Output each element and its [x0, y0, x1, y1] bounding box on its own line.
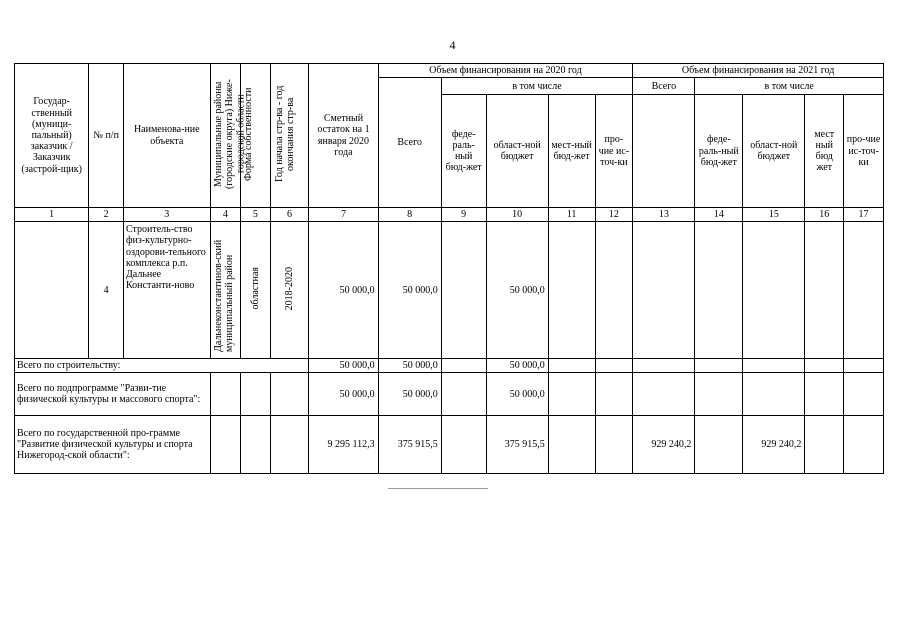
total-2020: 375 915,5 — [378, 416, 441, 474]
column-number: 6 — [270, 208, 309, 222]
total-estimate: 50 000,0 — [309, 373, 378, 416]
row-other-2021 — [844, 222, 884, 359]
total-blank — [210, 416, 241, 474]
column-number: 13 — [633, 208, 695, 222]
header-regional-2020: област-ной бюджет — [486, 95, 548, 208]
header-ownership-text: Форма собственности — [243, 87, 255, 181]
header-federal-2020: феде-раль-ный бюд-жет — [441, 95, 486, 208]
page-number: 4 — [449, 38, 456, 52]
total-other-2021 — [844, 373, 884, 416]
total-label: Всего по государственной про-грамме "Развитие физической культуры и спорта Нижегород-ской области": — [15, 416, 211, 474]
total-regional-2021 — [743, 359, 805, 373]
total-2020: 50 000,0 — [378, 359, 441, 373]
column-number: 17 — [844, 208, 884, 222]
header-total-2020: Всего — [378, 78, 441, 208]
row-regional-2020: 50 000,0 — [486, 222, 548, 359]
total-row — [15, 416, 884, 474]
total-regional-2021: 929 240,2 — [743, 416, 805, 474]
total-local-2021 — [805, 373, 844, 416]
row-other-2020 — [595, 222, 633, 359]
header-federal-2021: феде-раль-ный бюд-жет — [695, 95, 743, 208]
column-number: 12 — [595, 208, 633, 222]
total-label: Всего по строительству: — [15, 359, 309, 373]
header-other-2020: про-чие ис-точ-ки — [595, 95, 633, 208]
row-municipal-text: Дальнеконстантинов-ский муниципальный район — [212, 239, 235, 353]
total-regional-2020: 50 000,0 — [486, 373, 548, 416]
total-regional-2020: 375 915,5 — [486, 416, 548, 474]
header-row-1 — [15, 64, 884, 78]
row-local-2020 — [548, 222, 595, 359]
header-other-2021: про-чие ис-точ-ки — [844, 95, 884, 208]
total-local-2020 — [548, 373, 595, 416]
column-number: 7 — [309, 208, 378, 222]
total-blank — [210, 373, 241, 416]
row-estimate: 50 000,0 — [309, 222, 378, 359]
column-number: 3 — [123, 208, 210, 222]
table-row — [15, 222, 884, 359]
header-ownership — [241, 64, 271, 208]
total-local-2021 — [805, 359, 844, 373]
header-including-2020: в том числе — [441, 78, 633, 95]
row-ownership-text: областная — [249, 267, 261, 310]
total-label: Всего по подпрограмме "Разви-тие физической культуры и массового спорта": — [15, 373, 211, 416]
total-estimate: 50 000,0 — [309, 359, 378, 373]
header-number: № п/п — [89, 64, 124, 208]
row-total-2020: 50 000,0 — [378, 222, 441, 359]
row-regional-2021 — [743, 222, 805, 359]
column-number: 11 — [548, 208, 595, 222]
row-customer — [15, 222, 89, 359]
total-2021: 929 240,2 — [633, 416, 695, 474]
column-number: 9 — [441, 208, 486, 222]
column-number: 8 — [378, 208, 441, 222]
column-number: 2 — [89, 208, 124, 222]
row-municipal — [210, 222, 241, 359]
total-2021 — [633, 359, 695, 373]
total-local-2021 — [805, 416, 844, 474]
total-federal-2021 — [695, 373, 743, 416]
total-blank — [241, 373, 271, 416]
row-federal-2020 — [441, 222, 486, 359]
total-regional-2021 — [743, 373, 805, 416]
total-estimate: 9 295 112,3 — [309, 416, 378, 474]
total-other-2020 — [595, 373, 633, 416]
financing-table — [14, 63, 884, 474]
total-2021 — [633, 373, 695, 416]
header-regional-2021: област-ной бюджет — [743, 95, 805, 208]
total-blank — [270, 416, 309, 474]
header-local-2020: мест-ный бюд-жет — [548, 95, 595, 208]
total-blank — [241, 416, 271, 474]
column-number: 1 — [15, 208, 89, 222]
header-years-text: Год начала стр-ва - год окончания стр-ва — [274, 85, 297, 183]
row-local-2021 — [805, 222, 844, 359]
total-other-2020 — [595, 359, 633, 373]
footer-divider — [388, 488, 488, 489]
total-regional-2020: 50 000,0 — [486, 359, 548, 373]
header-estimate: Сметный остаток на 1 января 2020 года — [309, 64, 378, 208]
column-number: 14 — [695, 208, 743, 222]
total-other-2020 — [595, 416, 633, 474]
column-number: 4 — [210, 208, 241, 222]
header-including-2021: в том числе — [695, 78, 884, 95]
header-funding-2020: Объем финансирования на 2020 год — [378, 64, 633, 78]
row-years-text: 2018-2020 — [283, 266, 295, 311]
column-number: 15 — [743, 208, 805, 222]
column-number-row — [15, 208, 884, 222]
total-row — [15, 359, 884, 373]
total-local-2020 — [548, 359, 595, 373]
row-ownership — [241, 222, 271, 359]
column-number: 10 — [486, 208, 548, 222]
header-years — [270, 64, 309, 208]
total-local-2020 — [548, 416, 595, 474]
header-municipal-text: Муниципальные районы (городские округа) Ниже-городской области — [212, 79, 246, 189]
column-number: 5 — [241, 208, 271, 222]
header-object-name: Наименова-ние объекта — [123, 64, 210, 208]
total-federal-2020 — [441, 373, 486, 416]
total-row — [15, 373, 884, 416]
column-number: 16 — [805, 208, 844, 222]
row-federal-2021 — [695, 222, 743, 359]
header-total-2021-blank — [633, 95, 695, 208]
total-other-2021 — [844, 359, 884, 373]
header-total-2021: Всего — [633, 78, 695, 95]
total-federal-2020 — [441, 416, 486, 474]
total-2020: 50 000,0 — [378, 373, 441, 416]
row-number: 4 — [89, 222, 124, 359]
header-local-2021: мест ный бюд жет — [805, 95, 844, 208]
total-other-2021 — [844, 416, 884, 474]
header-customer: Государ-ственный (муници-пальный) заказчик / Заказчик (застрой-щик) — [15, 64, 89, 208]
total-federal-2020 — [441, 359, 486, 373]
row-object-name: Строитель-ство физ-культурно-оздорови-тельного комплекса р.п. Дальнее Константи-ново — [123, 222, 210, 359]
row-years — [270, 222, 309, 359]
header-funding-2021: Объем финансирования на 2021 год — [633, 64, 884, 78]
total-blank — [270, 373, 309, 416]
row-total-2021 — [633, 222, 695, 359]
header-municipal — [210, 64, 246, 208]
total-federal-2021 — [695, 359, 743, 373]
total-federal-2021 — [695, 416, 743, 474]
